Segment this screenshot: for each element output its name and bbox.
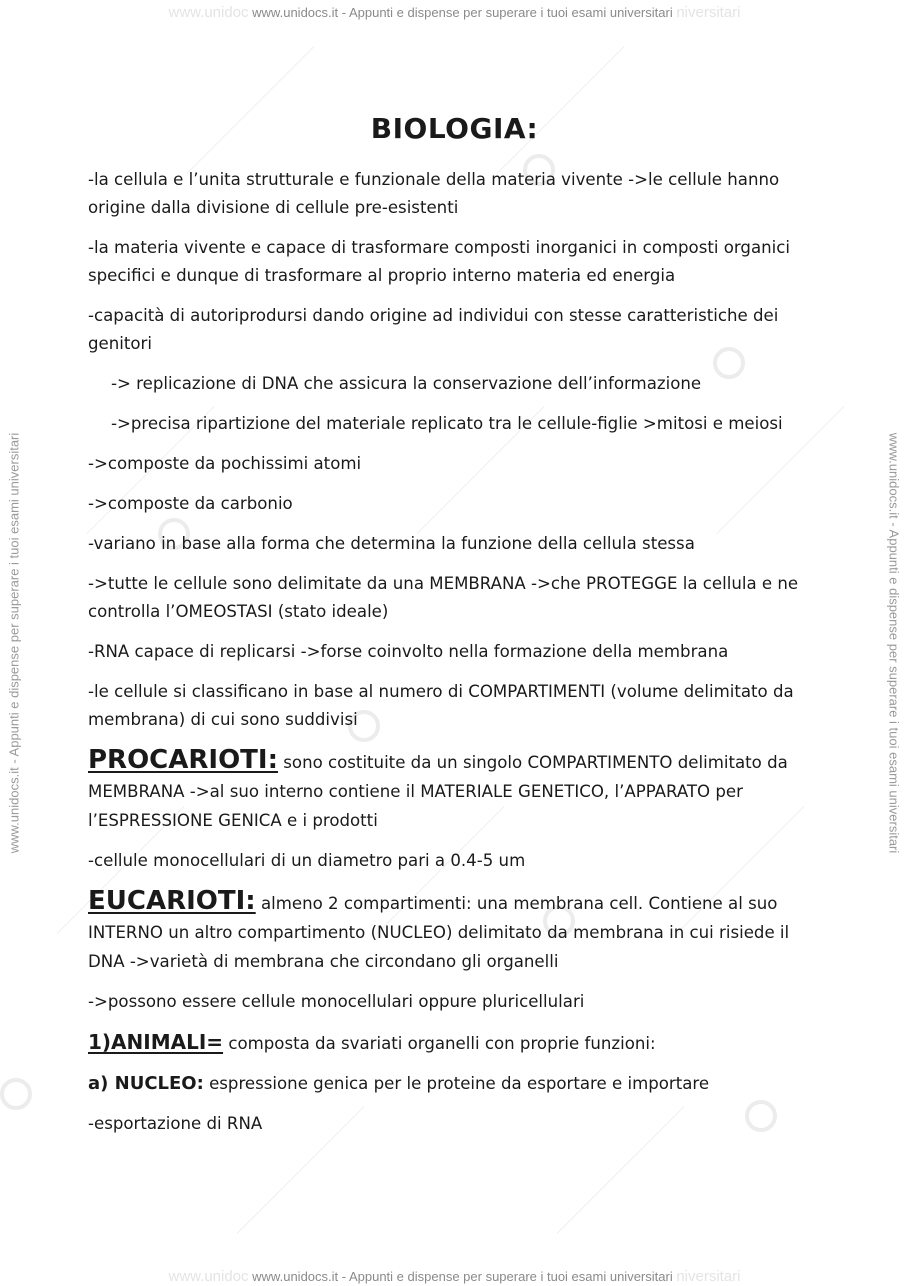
- watermark-logo-icon: [0, 1078, 32, 1110]
- watermark-footer-text: www.unidocs.it - Appunti e dispense per superare i tuoi esami universitari: [252, 1269, 673, 1284]
- procarioti-text: sono costituite da un singolo COMPARTIMENTO delimitato da MEMBRANA ->al suo interno contiene il MATERIALE GENETICO, l’APPARATO per l’ESPRESSIONE GENICA e i prodotti: [88, 753, 788, 830]
- nucleo-heading: a) NUCLEO:: [88, 1073, 204, 1094]
- nucleo-section: [88, 1070, 828, 1098]
- watermark-ghost-right: niversitari: [676, 1268, 741, 1285]
- watermark-diagonal-line: [497, 46, 625, 174]
- eucarioti-text: almeno 2 compartimenti: una membrana cell. Contiene al suo INTERNO un altro compartimento (NUCLEO) delimitato da membrana in cui risiede il DNA ->varietà di membrana che circondano gli organelli: [88, 894, 790, 971]
- page-title: BIOLOGIA:: [370, 112, 539, 145]
- watermark-diagonal-line: [187, 46, 315, 174]
- watermark-footer: [0, 1268, 909, 1285]
- paragraph: -variano in base alla forma che determina la funzione della cellula stessa: [88, 534, 695, 553]
- nucleo-text: espressione genica per le proteine da esportare e importare: [203, 1074, 710, 1093]
- paragraph: -capacità di autoriprodursi dando origine ad individui con stesse caratteristiche dei genitori: [88, 306, 779, 353]
- animali-text: composta da svariati organelli con proprie funzioni:: [223, 1034, 656, 1053]
- watermark-ghost-left: www.unidoc: [168, 1268, 249, 1285]
- watermark-ghost-right: niversitari: [676, 4, 741, 21]
- animali-section: [88, 1028, 828, 1058]
- animali-heading: 1)ANIMALI=: [88, 1030, 224, 1054]
- paragraph: -RNA capace di replicarsi ->forse coinvolto nella formazione della membrana: [88, 642, 729, 661]
- watermark-header-text: www.unidocs.it - Appunti e dispense per superare i tuoi esami universitari: [252, 5, 673, 20]
- paragraph: ->possono essere cellule monocellulari oppure pluricellulari: [88, 992, 585, 1011]
- paragraph-indented: -> replicazione di DNA che assicura la conservazione dell’informazione: [111, 374, 702, 393]
- procarioti-heading: PROCARIOTI:: [88, 745, 278, 775]
- document-body: [88, 166, 828, 1150]
- paragraph: -esportazione di RNA: [88, 1114, 263, 1133]
- paragraph: -cellule monocellulari di un diametro pari a 0.4-5 um: [88, 851, 526, 870]
- paragraph: ->tutte le cellule sono delimitate da una MEMBRANA ->che PROTEGGE la cellula e ne controlla l’OMEOSTASI (stato ideale): [88, 574, 799, 621]
- paragraph: -le cellule si classificano in base al numero di COMPARTIMENTI (volume delimitato da membrana) di cui sono suddivisi: [88, 682, 794, 729]
- paragraph: -la materia vivente e capace di trasformare composti inorganici in composti organici specifici e dunque di trasformare al proprio interno materia ed energia: [88, 238, 790, 285]
- procarioti-section: [88, 746, 828, 835]
- paragraph-indented: ->precisa ripartizione del materiale replicato tra le cellule-figlie >mitosi e meiosi: [111, 414, 783, 433]
- watermark-right: www.unidocs.it - Appunti e dispense per superare i tuoi esami universitari: [886, 432, 902, 854]
- watermark-header: [0, 4, 909, 21]
- paragraph: ->composte da pochissimi atomi: [88, 454, 362, 473]
- eucarioti-section: [88, 887, 828, 976]
- paragraph: ->composte da carbonio: [88, 494, 293, 513]
- paragraph: -la cellula e l’unita strutturale e funzionale della materia vivente ->le cellule hanno origine dalla divisione di cellule pre-esistenti: [88, 170, 780, 217]
- watermark-left: www.unidocs.it - Appunti e dispense per superare i tuoi esami universitari: [6, 432, 22, 854]
- watermark-ghost-left: www.unidoc: [168, 4, 249, 21]
- eucarioti-heading: EUCARIOTI:: [88, 886, 256, 916]
